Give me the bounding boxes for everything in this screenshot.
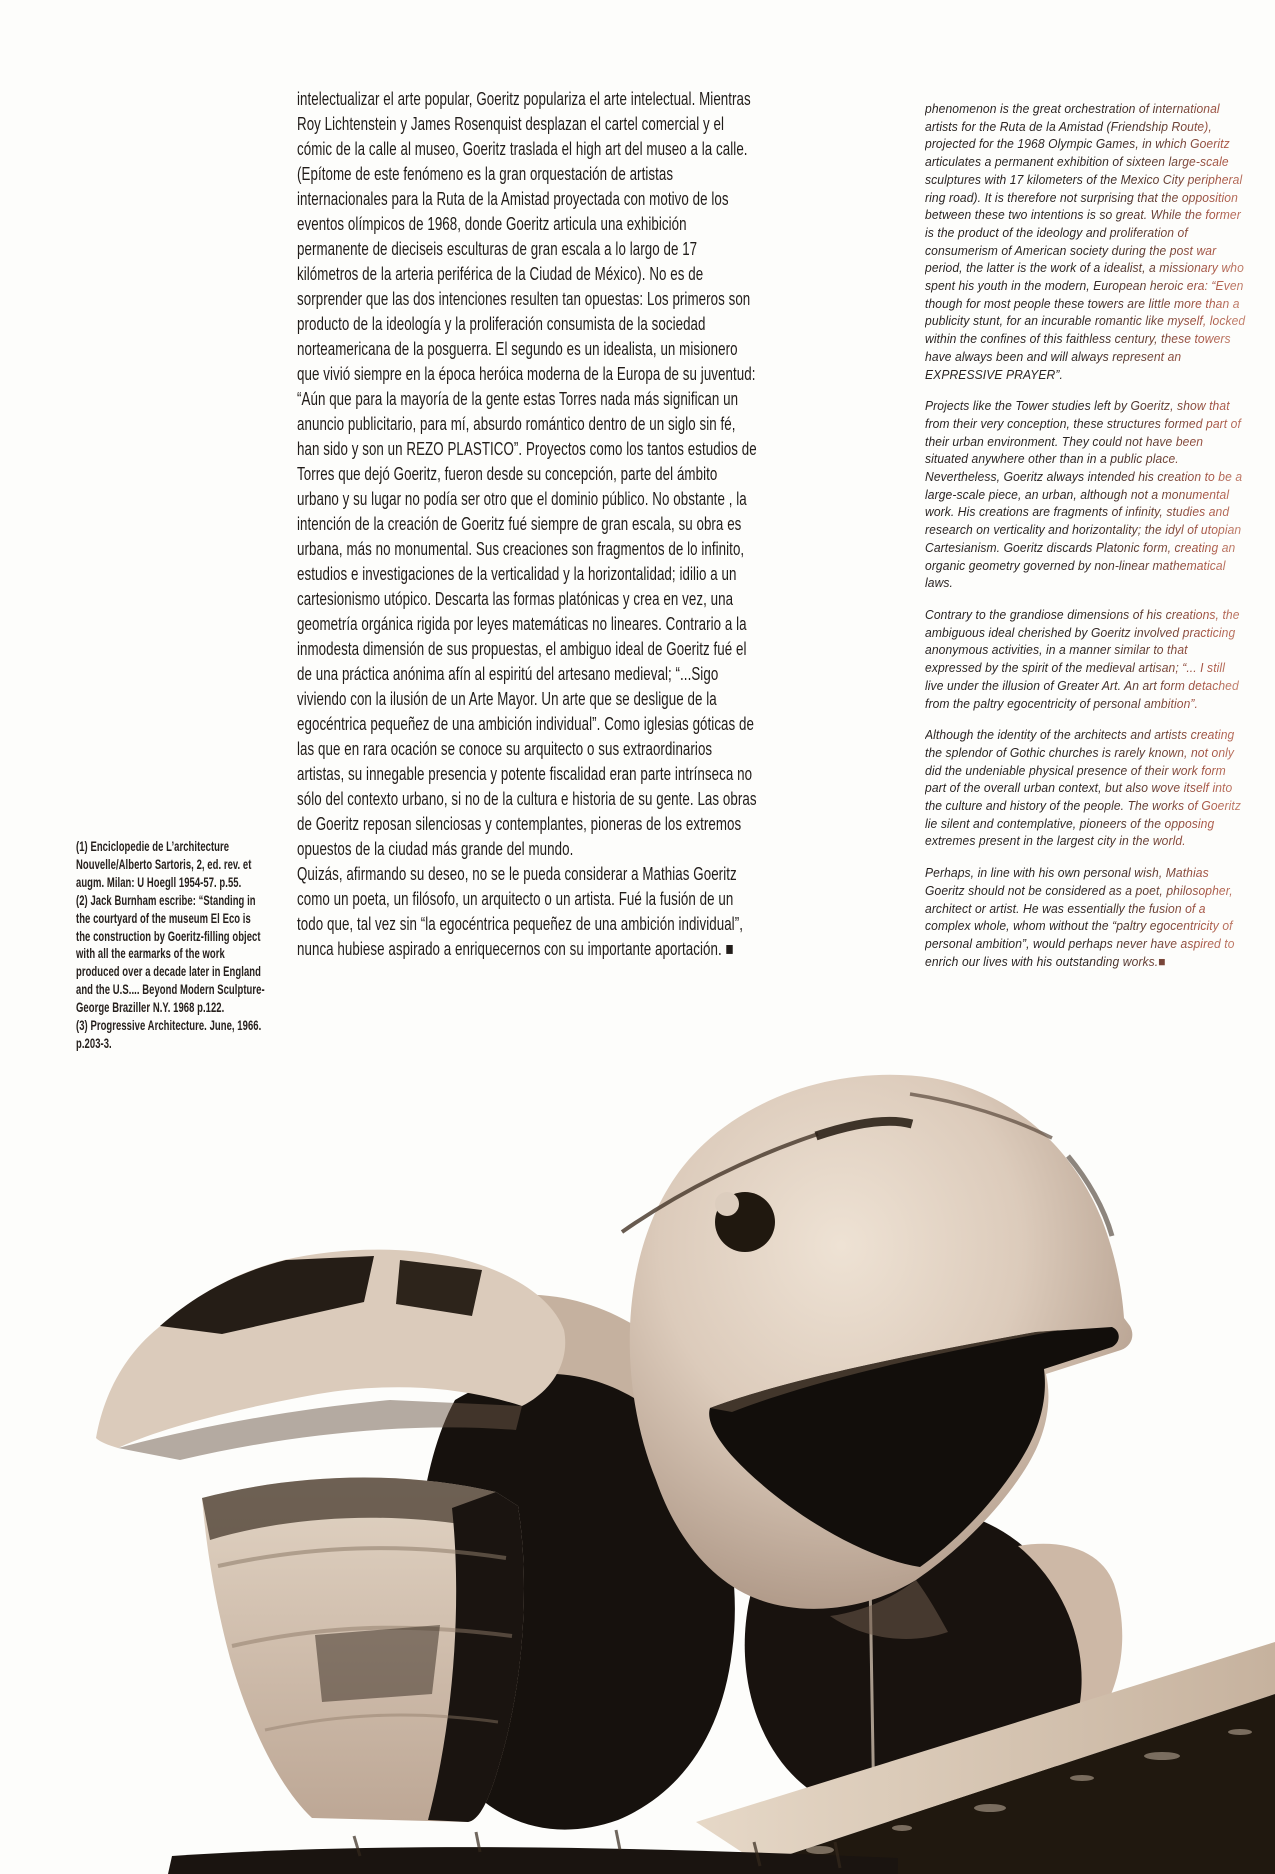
spanish-paragraph-2: Quizás, afirmando su deseo, no se le pueda considerar a Mathias Goeritz como un poeta, un filósofo, un arquitecto o un artista. Fué la fusión de un todo que, tal vez sin “la egocéntrica pequeñez de una ambición individual”, nunca hubiese aspirado a enriquecernos con su importante aportación. ■ [297, 863, 743, 959]
footnote-3: (3) Progressive Architecture. June, 1966. p.203-3. [76, 1018, 262, 1051]
english-paragraph-3: Contrary to the grandiose dimensions of his creations, the ambiguous ideal cherished by Goeritz involved practicing anonymous activities, in a manner similar to that expressed by the spirit of the medieval artisan; “... I still live under the illusion of Greater Art. An art form detached from the paltry egocentricity of personal ambition”. [925, 606, 1246, 712]
tail-block [96, 1250, 565, 1822]
spanish-paragraph-1: intelectualizar el arte popular, Goeritz populariza el arte intelectual. Mientras Roy Lichtenstein y James Rosenquist desplazan el cartel comercial y el cómic de la calle al museo, Goeritz traslada el high art del museo a la calle. (Epítome de este fenómeno es la gran orquestación de artistas internacionales para la Ruta de la Amistad proyectada con motivo de los eventos olímpicos de 1968, donde Goeritz articula una exhibición permanente de dieciseis esculturas de gran escala a lo largo de 17 kilómetros de la arteria periférica de la Ciudad de México). No es de sorprender que las dos intenciones resulten tan opuestas: Los primeros son producto de la ideología y la proliferación consumista de la sociedad norteamericana de la posguerra. El segundo es un idealista, un misionero que vivió siempre en la época heróica moderna de la Europa de su juventud: “Aún que para la mayoría de la gente estas Torres nada más significan un anuncio publicitario, para mí, absurdo romántico dentro de un siglo sin fé, han sido y son un REZO PLASTICO”. Proyectos como los tantos estudios de Torres que dejó Goeritz, fueron desde su concepción, parte del ámbito urbano y su lugar no podía ser otro que el dominio público. No obstante , la intención de la creación de Goeritz fué siempre de gran escala, su obra es urbana, más no monumental. Sus creaciones son fragmentos de lo infinito, estudios e investigaciones de la verticalidad y la horizontalidad; idilio a un cartesionismo utópico. Descarta las formas platónicas y crea en vez, una geometría orgánica rigida por leyes matemáticas no lineares. Contrario a la inmodesta dimensión de sus propuestas, el ambiguo ideal de Goeritz fué el de una práctica anónima afín al espiritú del artesano medieval; “...Sigo viviendo con la ilusión de un Arte Mayor. Un arte que se desligue de la egocéntrica pequeñez de una ambición individual”. Como iglesias góticas de las que en rara ocación se conoce su arquitecto o sus extraordinarios artistas, su innegable presencia y potente fiscalidad eran parte intrínseca no sólo del contexto urbano, si no de la cultura e historia de su gente. Las obras de Goeritz reposan silenciosas y contemplantes, pioneras de los extremos opuestos de la ciudad más grande del mundo. [297, 88, 757, 859]
serpent-photo-graphic [60, 930, 1275, 1874]
english-paragraph-4: Although the identity of the architects and artists creating the splendor of Gothic churches is rarely known, not only did the undeniable physical presence of their work form part of the overall urban context, but also wove itself into the culture and history of the people. The works of Goeritz lie silent and contemplative, pioneers of the opposing extremes present in the largest city in the world. [925, 726, 1246, 850]
english-paragraph-1: phenomenon is the great orchestration of international artists for the Ruta de la Amistad (Friendship Route), projected for the 1968 Olympic Games, in which Goeritz articulates a permanent exhibition of sixteen large-scale sculptures with 17 kilometers of the Mexico City peripheral ring road). It is therefore not surprising that the opposition between these two intentions is so great. While the former is the product of the ideology and proliferation of consumerism of American society during the post war period, the latter is the work of a idealist, a missionary who spent his youth in the modern, European heroic era: “Even though for most people these towers are little more than a publicity stunt, for an incurable romantic like myself, locked within the confines of this faithless century, these towers have always been and will always represent an EXPRESSIVE PRAYER”. [925, 101, 1246, 382]
footnote-2: (2) Jack Burnham escribe: “Standing in the courtyard of the museum El Eco is the construction by Goeritz-filling object with all the earmarks of the work produced over a decade later in England and the U.S.... Beyond Modern Sculpture- George Braziller N.Y. 1968 p.122. [76, 892, 265, 1016]
spanish-article-column [297, 86, 758, 961]
serpent-sculpture-photo [60, 930, 1275, 1874]
english-paragraph-2: Projects like the Tower studies left by Goeritz, show that from their very conception, these structures formed part of their urban environment. They could not have been situated anywhere other than in a public place. Nevertheless, Goeritz always intended his creation to be a large-scale piece, an urban, although not a monumental work. His creations are fragments of infinity, studies and research on verticality and horizontality; the idyl of utopian Cartesianism. Goeritz discards Platonic form, creating an organic geometry governed by non-linear mathematical laws. [925, 397, 1246, 592]
eye-highlight [715, 1192, 739, 1216]
footnote-1: (1) Enciclopedie de L’architecture Nouvelle/Alberto Sartoris, 2, ed. rev. et augm. Milan: U Hoegll 1954-57. p.55. [76, 839, 252, 890]
english-translation-column [925, 100, 1246, 984]
english-paragraph-5: Perhaps, in line with his own personal wish, Mathias Goeritz should not be considered as a poet, philosopher, architect or artist. He was essentially the fusion of a complex whole, whom without the “paltry egocentricity of personal ambition”, would perhaps never have aspired to enrich our lives with his outstanding works.■ [925, 864, 1246, 970]
